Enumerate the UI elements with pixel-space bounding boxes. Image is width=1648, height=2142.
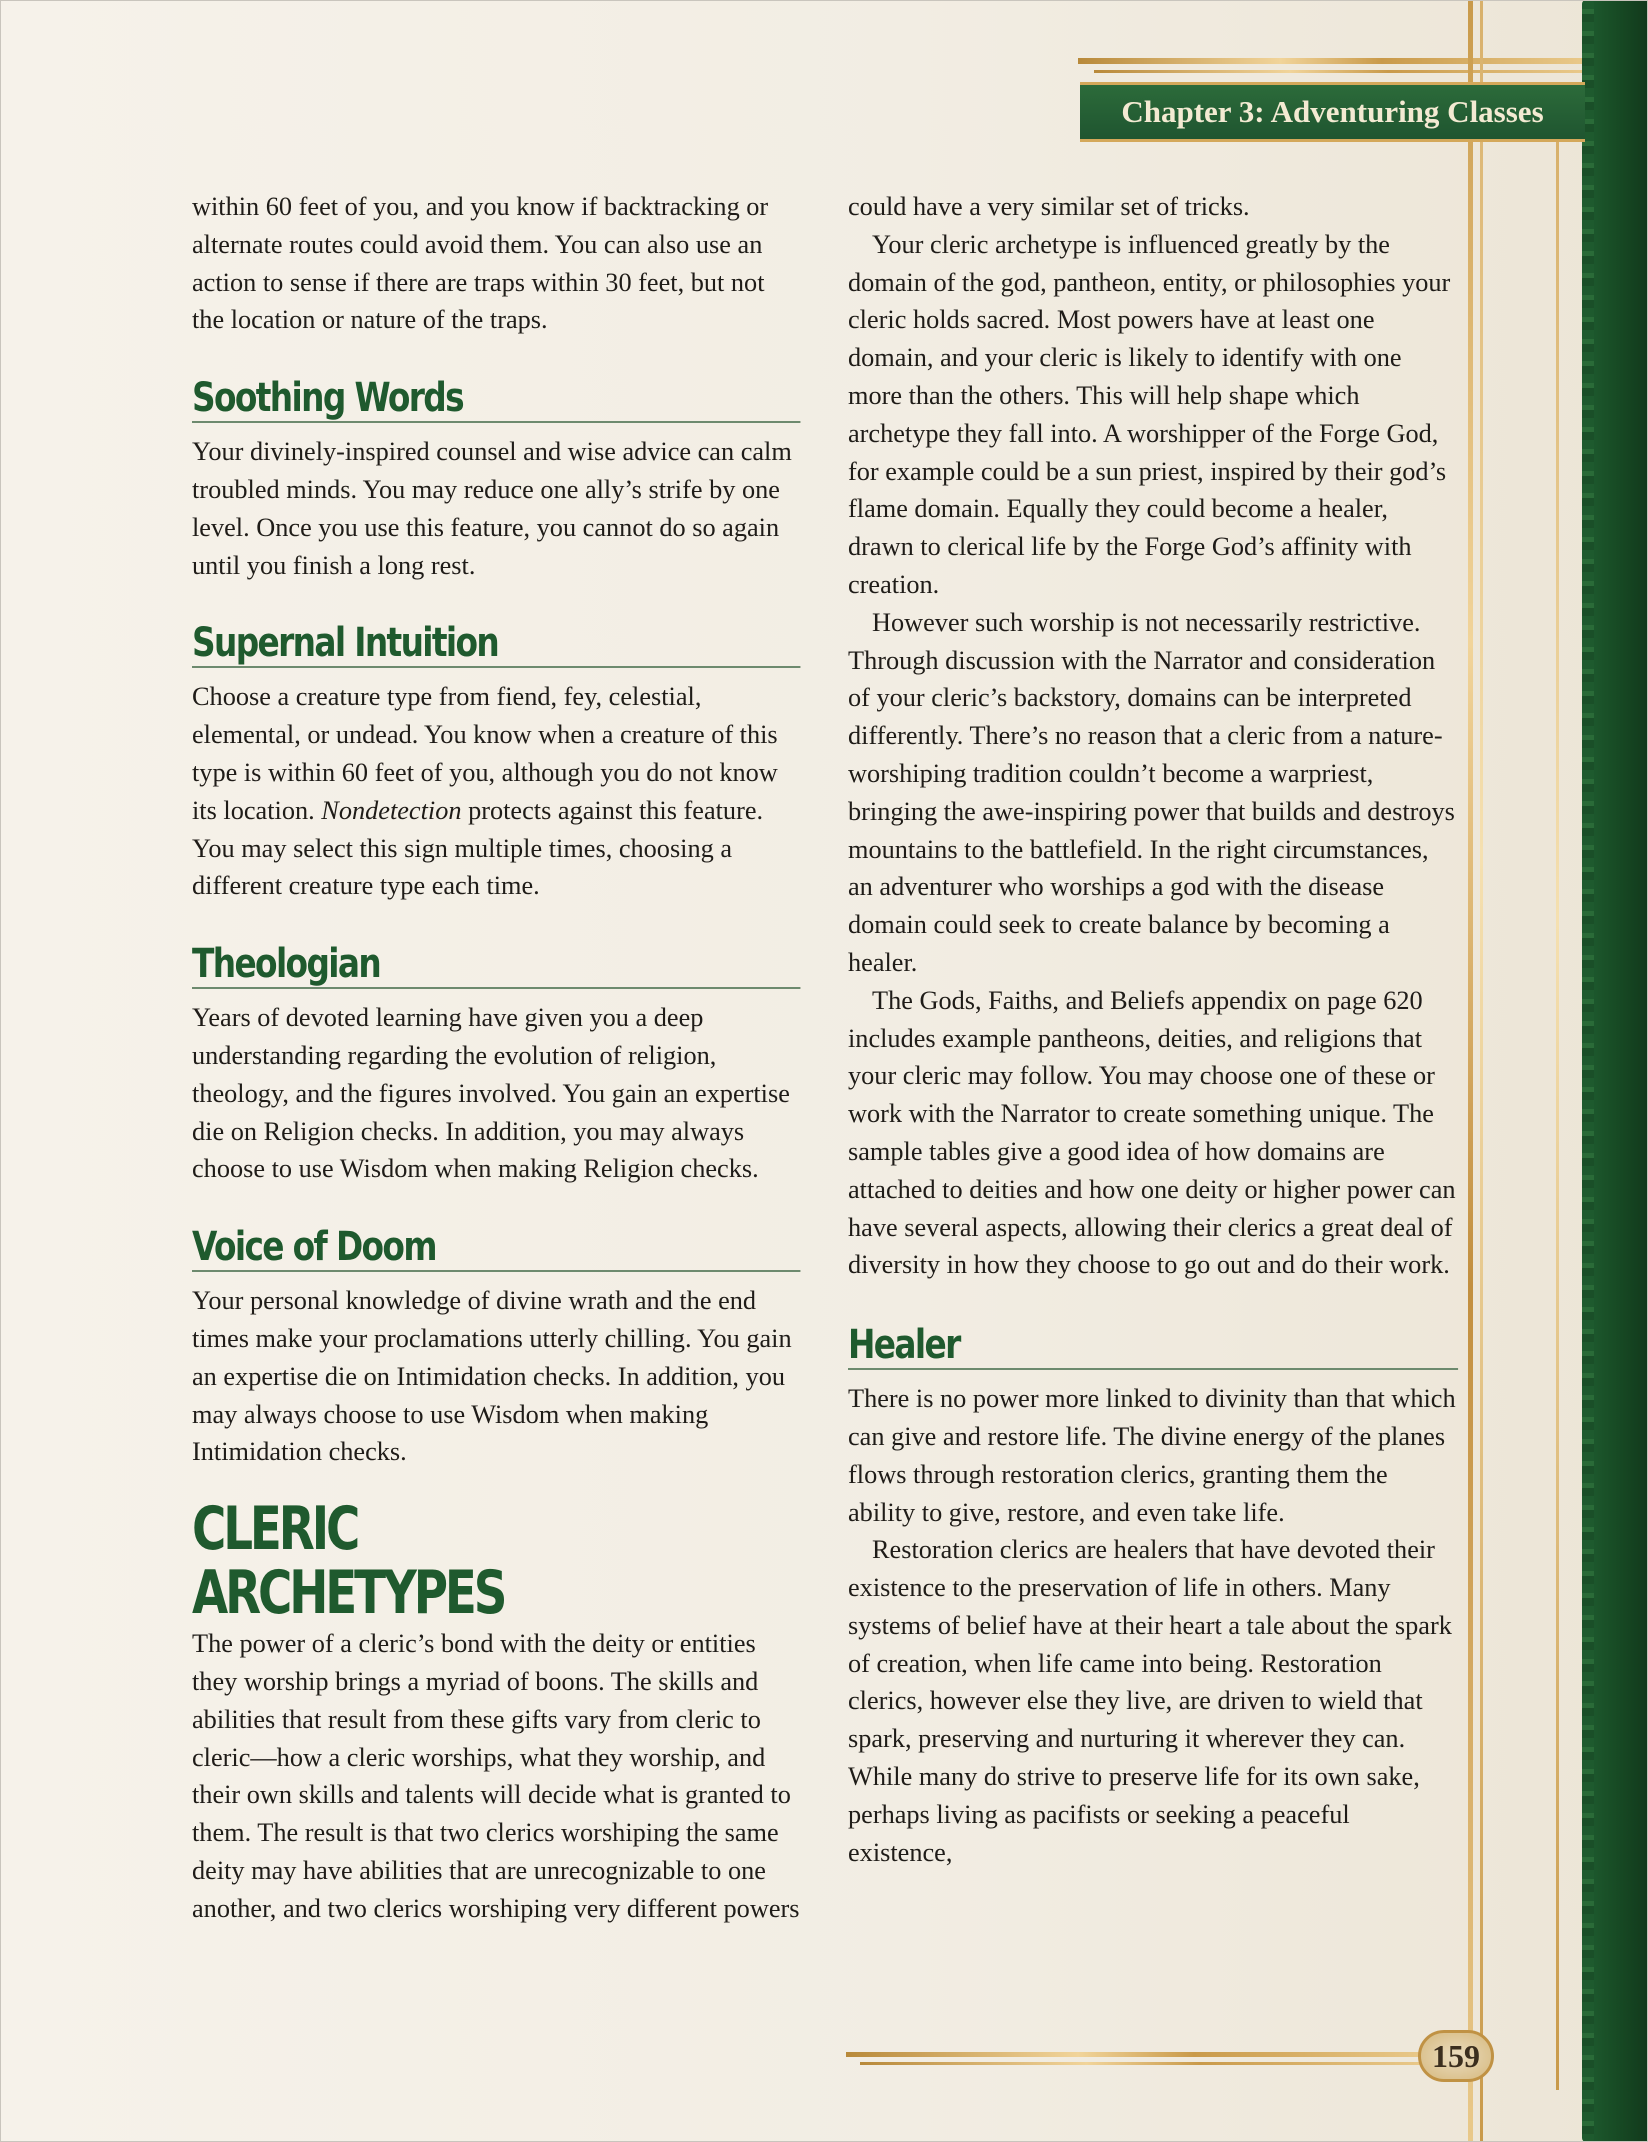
section-body: Your personal knowledge of divine wrath and the end times make your proclamations utterly chilling. You gain an expertise die on Intimidation checks. In addition, you may always choose to use Wisdom when making Intimidation checks. [192, 1286, 792, 1467]
paragraph: could have a very similar set of tricks. [848, 192, 1250, 221]
chapter-title: Chapter 3: Adventuring Classes [1121, 94, 1544, 129]
body-text: protects against this feature. You may select this sign multiple times, choosing a different creature type each time. [192, 795, 764, 901]
section-body: There is no power more linked to divinity than that which can give and restore life. The divine energy of the planes flows through restoration clerics, granting them the ability to give, restore, and even take life. [848, 1384, 1456, 1527]
section-heading: Theologian [192, 939, 800, 989]
chapter-section-heading: CLERIC ARCHETYPES [192, 1494, 505, 1629]
section-body: Your divinely-inspired counsel and wise advice can calm troubled minds. You may reduce one ally’s strife by one level. Once you use this feature, you cannot do so again until you finish a long rest. [192, 437, 792, 580]
section-body: Years of devoted learning have given you a deep understanding regarding the evolution of religion, theology, and the figures involved. You gain an expertise die on Religion checks. In addition, you may always choose to use Wisdom when making Religion checks. [192, 1003, 790, 1184]
page-number-text: 159 [1432, 2037, 1480, 2074]
section-heading: Voice of Doom [192, 1222, 800, 1272]
spell-name: Nondetection [321, 795, 462, 825]
paragraph: However such worship is not necessarily restrictive. Through discussion with the Narrator and consideration of your cleric’s backstory, domains can be interpreted differently. There’s no reason that a cleric from a nature-worshiping tradition couldn’t become a warpriest, bringing the awe-inspiring power that builds and destroys mountains to the battlefield. In the right circumstances, an adventurer who worships a god with the disease domain could seek to create balance by becoming a healer. [848, 607, 1455, 977]
left-intro-paragraph: within 60 feet of you, and you know if backtracking or alternate routes could avoid them. You can also use an action to sense if there are traps within 30 feet, but not the location or nature of the traps. [192, 192, 769, 335]
section-body: Restoration clerics are healers that have devoted their existence to the preservation of life in others. Many systems of belief have at their heart a tale about the spark of creation, when life came into being. Restoration clerics, however else they live, are driven to wield that spark, preserving and nurturing it wherever they can. While many do strive to preserve life for its own sake, perhaps living as pacifists or seeking a peaceful existence, [848, 1535, 1452, 1867]
section-body: The power of a cleric’s bond with the deity or entities they worship brings a myriad of boons. The skills and abilities that result from these gifts vary from cleric to cleric—how a cleric worships, what they worship, and their own skills and talents will decide what is granted to them. The result is that two clerics worshiping the same deity may have abilities that are unrecognizable to one another, and two clerics worshiping very different powers [192, 1629, 800, 1923]
section-heading: Healer [848, 1320, 1458, 1370]
section-heading: Soothing Words [192, 373, 800, 423]
paragraph: Your cleric archetype is influenced greatly by the domain of the god, pantheon, entity, or philosophies your cleric holds sacred. Most powers have at least one domain, and your cleric is likely to identify with one more than the others. This will help shape which archetype they fall into. A worshipper of the Forge God, for example could be a sun priest, inspired by their god’s flame domain. Equally they could become a healer, drawn to clerical life by the Forge God’s affinity with creation. [848, 229, 1451, 599]
section-heading: Supernal Intuition [192, 618, 800, 668]
body-text: Choose a creature type from fiend, fey, celestial, elemental, or undead. You know when a creature of this type is within 60 feet of you, although you do not know its location. [192, 682, 778, 825]
paragraph: The Gods, Faiths, and Beliefs appendix on page 620 includes example pantheons, deities, and religions that your cleric may follow. You may choose one of these or work with the Narrator to create something unique. The sample tables give a good idea of how domains are attached to deities and how one deity or higher power can have several aspects, allowing their clerics a great deal of diversity in how they choose to go out and do their work. [848, 985, 1456, 1280]
